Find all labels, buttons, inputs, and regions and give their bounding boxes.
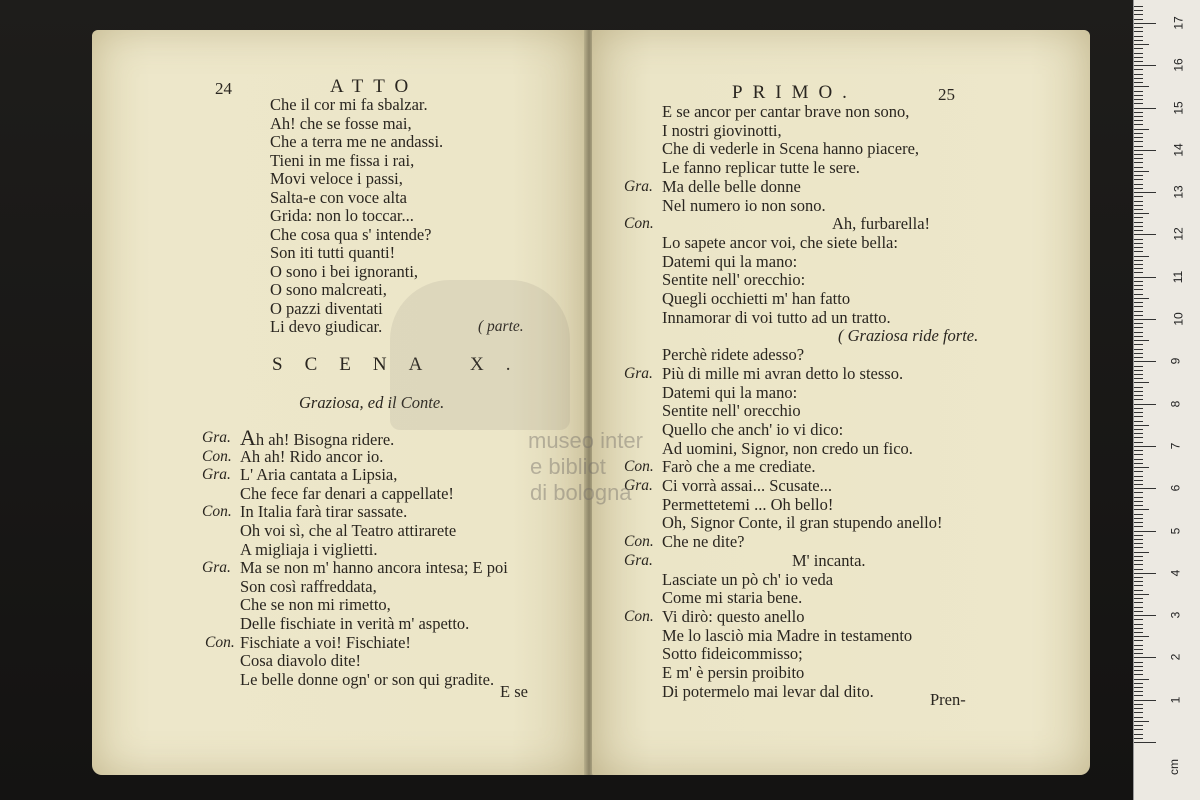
ruler-tick: [1134, 315, 1143, 316]
speaker-label: Con.: [624, 607, 654, 625]
ruler-tick: [1134, 116, 1143, 117]
ruler-tick: [1134, 357, 1143, 358]
ruler-tick: [1134, 302, 1143, 303]
dialogue-line: [240, 485, 454, 503]
ruler-tick: [1134, 234, 1156, 235]
ruler-tick: [1134, 501, 1143, 502]
dialogue-line: [240, 652, 361, 670]
dialogue-line: Datemi qui la mano:: [662, 382, 798, 402]
ruler-tick: [1134, 471, 1143, 472]
dialogue-line: [240, 559, 508, 577]
ruler-tick: [1134, 332, 1143, 333]
verse-line: O pazzi diventati: [270, 298, 383, 318]
ruler-tick: [1134, 691, 1143, 692]
ruler-tick: [1134, 171, 1149, 172]
dialogue-line: Come mi staria bene.: [662, 588, 803, 608]
verse-line: Ah! che se fosse mai,: [270, 113, 412, 133]
watermark-line: museo inter: [528, 428, 643, 453]
ruler-tick: [1134, 196, 1143, 197]
ruler-tick: [1134, 222, 1143, 223]
ruler-tick: [1134, 412, 1143, 413]
ruler-number: 1: [1168, 696, 1183, 704]
ruler-tick: [1134, 611, 1143, 612]
page-number: 24: [215, 79, 232, 98]
ruler-tick: [1134, 564, 1143, 565]
dialogue-line: Più di mille mi avran detto lo stesso.: [662, 363, 904, 383]
speaker-label: Con.: [205, 633, 235, 651]
ruler-tick: [1134, 327, 1143, 328]
dialogue-text: Cosa diavolo dite!: [240, 651, 361, 671]
ruler-tick: [1134, 404, 1156, 405]
ruler-tick: [1134, 31, 1143, 32]
dialogue-line: [240, 634, 411, 652]
ruler-tick: [1134, 99, 1143, 100]
ruler-number: 14: [1171, 143, 1186, 157]
ruler-tick: [1134, 497, 1143, 498]
speaker-label: Gra.: [202, 466, 231, 484]
ruler-tick: [1134, 133, 1143, 134]
ruler-tick: [1134, 632, 1143, 633]
speaker-label: Gra.: [202, 559, 231, 577]
ruler-tick: [1134, 598, 1143, 599]
dialogue-line: [240, 615, 469, 633]
ruler-tick: [1134, 484, 1143, 485]
ruler-tick: [1134, 425, 1149, 426]
ruler-number: 9: [1168, 357, 1183, 365]
ruler-tick: [1134, 264, 1143, 265]
ruler-tick: [1134, 340, 1149, 341]
ruler-tick: [1134, 146, 1143, 147]
ruler-tick: [1134, 184, 1143, 185]
dialogue-line: Innamorar di voi tutto ad un tratto.: [662, 307, 891, 327]
ruler-tick: [1134, 607, 1143, 608]
ruler-tick: [1134, 36, 1143, 37]
dialogue-line: Nel numero io non sono.: [662, 195, 826, 215]
ruler-tick: [1134, 738, 1143, 739]
ruler-tick: [1134, 569, 1143, 570]
ruler-tick: [1134, 742, 1156, 743]
ruler-tick: [1134, 141, 1143, 142]
ruler-number: 7: [1168, 442, 1183, 450]
ruler-tick: [1134, 695, 1143, 696]
dialogue-line: Ci vorrà assai... Scusate...: [662, 476, 833, 495]
ruler-number: 16: [1171, 58, 1186, 72]
ruler-tick: [1134, 594, 1149, 595]
ruler-tick: [1134, 175, 1143, 176]
ruler-tick: [1134, 213, 1149, 214]
ruler-tick: [1134, 539, 1143, 540]
dialogue-line: Permettetemi ... Oh bello!: [662, 494, 834, 514]
drop-letter: A: [240, 425, 256, 450]
ruler-tick: [1134, 687, 1143, 688]
ruler-number: 2: [1168, 654, 1183, 661]
dialogue-text: Ah ah! Rido ancor io.: [240, 446, 384, 466]
verse-line: Movi veloce i passi,: [270, 169, 403, 188]
speaker-label: Gra.: [624, 551, 653, 569]
ruler-tick: [1134, 289, 1143, 290]
speaker-label: Gra.: [624, 364, 653, 382]
dialogue-text: h ah! Bisogna ridere.: [255, 430, 395, 449]
ruler-tick: [1134, 294, 1143, 295]
dialogue-line: Datemi qui la mano:: [662, 251, 798, 271]
ruler-tick: [1134, 683, 1143, 684]
verse-line: Tieni in me fissa i rai,: [270, 150, 415, 170]
ruler-tick: [1134, 230, 1143, 231]
dialogue-text: Delle fischiate in verità m' aspetto.: [240, 614, 470, 633]
ruler-tick: [1134, 53, 1143, 54]
ruler-tick: [1134, 69, 1143, 70]
ruler-tick: [1134, 712, 1143, 713]
ruler-tick: [1134, 535, 1143, 536]
ruler-tick: [1134, 382, 1149, 383]
ruler-tick: [1134, 437, 1143, 438]
ruler-tick: [1134, 421, 1143, 422]
ruler-tick: [1134, 78, 1143, 79]
dialogue-line: Quegli occhietti m' han fatto: [662, 289, 851, 308]
speaker-label: Con.: [624, 215, 654, 233]
ruler-tick: [1134, 256, 1149, 257]
dialogue-line: Perchè ridete adesso?: [662, 345, 805, 365]
dialogue-line: Lo sapete ancor voi, che siete bella:: [662, 232, 898, 252]
verse-line: Che il cor mi fa sbalzar.: [270, 95, 428, 114]
ruler-tick: [1134, 353, 1143, 354]
ruler-tick: [1134, 378, 1143, 379]
ruler-number: 5: [1168, 527, 1183, 534]
ruler-tick: [1134, 27, 1143, 28]
stage-direction: ( parte.: [478, 318, 524, 335]
speaker-label: Con.: [202, 447, 232, 465]
ruler-tick: [1134, 19, 1143, 20]
ruler-tick: [1134, 619, 1143, 620]
ruler-tick: [1134, 192, 1156, 193]
ruler-tick: [1134, 251, 1143, 252]
speaker-label: Gra.: [624, 177, 653, 195]
ruler-tick: [1134, 543, 1143, 544]
ruler-tick: [1134, 717, 1143, 718]
ruler-tick: [1134, 518, 1143, 519]
ruler-tick: [1134, 10, 1143, 11]
ruler-tick: [1134, 454, 1143, 455]
ruler-tick: [1134, 467, 1149, 468]
ruler-tick: [1134, 370, 1143, 371]
ruler-tick: [1134, 387, 1143, 388]
ruler-tick: [1134, 108, 1156, 109]
dialogue-text: Che fece far denari a cappellate!: [240, 483, 454, 503]
ruler-tick: [1134, 531, 1156, 532]
ruler-tick: [1134, 522, 1143, 523]
ruler-tick: [1134, 480, 1143, 481]
dialogue-line: Di potermelo mai levar dal dito.: [662, 681, 874, 701]
page-number: 25: [938, 85, 955, 104]
ruler-tick: [1134, 408, 1143, 409]
ruler-tick: [1134, 162, 1143, 163]
scene-persons: Graziosa, ed il Conte.: [299, 393, 445, 412]
dialogue-line: E m' è persin proibito: [662, 663, 805, 682]
ruler-tick: [1134, 729, 1143, 730]
ruler-tick: [1134, 636, 1149, 637]
ruler-tick: [1134, 277, 1156, 278]
ruler-tick: [1134, 653, 1143, 654]
ruler-tick: [1134, 150, 1156, 151]
ruler-tick: [1134, 391, 1143, 392]
dialogue-text: Oh voi sì, che al Teatro attirarete: [240, 521, 457, 540]
ruler-tick: [1134, 721, 1149, 722]
dialogue-text: Fischiate a voi! Fischiate!: [240, 632, 411, 652]
ruler-tick: [1134, 137, 1143, 138]
ruler-tick: [1134, 556, 1143, 557]
ruler-tick: [1134, 23, 1156, 24]
ruler-tick: [1134, 209, 1143, 210]
dialogue-line: [240, 503, 407, 521]
ruler-tick: [1134, 44, 1149, 45]
ruler-tick: [1134, 86, 1149, 87]
ruler-tick: [1134, 602, 1143, 603]
ruler-tick: [1134, 74, 1143, 75]
ruler-tick: [1134, 657, 1156, 658]
verse-line: Li devo giudicar.: [270, 317, 383, 336]
ruler-tick: [1134, 319, 1156, 320]
scene-heading: SCENA X.: [272, 354, 533, 375]
ruler-unit: cm: [1167, 759, 1181, 775]
verse-line: Son iti tutti quanti!: [270, 243, 396, 262]
speaker-label: Con.: [624, 533, 654, 551]
verse-line: Salta-e con voce alta: [270, 187, 407, 207]
dialogue-line: Vi dirò: questo anello: [662, 606, 805, 626]
ruler-tick: [1134, 323, 1143, 324]
ruler-tick: [1134, 615, 1156, 616]
ruler-number: 3: [1168, 611, 1183, 619]
ruler-tick: [1134, 645, 1143, 646]
dialogue-line: Ah, furbarella!: [832, 214, 931, 234]
dialogue-line: Me lo lasciò mia Madre in testamento: [662, 625, 913, 645]
dialogue-line: [240, 671, 494, 689]
ruler-tick: [1134, 662, 1143, 663]
ruler-tick: [1134, 217, 1143, 218]
ruler-tick: [1134, 285, 1143, 286]
speaker-label: Con.: [202, 503, 232, 521]
ruler-tick: [1134, 476, 1143, 477]
ruler-tick: [1134, 624, 1143, 625]
ruler-tick: [1134, 344, 1143, 345]
ruler-tick: [1134, 306, 1143, 307]
ruler-number: 17: [1171, 16, 1186, 30]
ruler-number: 8: [1168, 400, 1183, 407]
ruler-tick: [1134, 505, 1143, 506]
dialogue-text: A migliaja i viglietti.: [240, 539, 378, 559]
ruler-tick: [1134, 560, 1143, 561]
ruler-number: 12: [1171, 227, 1186, 242]
dialogue-line: Ma delle belle donne: [662, 176, 801, 196]
verse-line: Che cosa qua s' intende?: [270, 224, 432, 244]
ruler-number: 10: [1171, 312, 1186, 326]
ruler-number: 15: [1171, 100, 1186, 115]
ruler-tick: [1134, 670, 1143, 671]
ruler-tick: [1134, 158, 1143, 159]
dialogue-line: E se ancor per cantar brave non sono,: [662, 102, 910, 121]
ruler-tick: [1134, 91, 1143, 92]
running-head: PRIMO.: [732, 82, 857, 103]
ruler-number: 4: [1168, 569, 1183, 577]
dialogue-line: Ad uomini, Signor, non credo un fico.: [662, 438, 913, 458]
ruler-tick: [1134, 725, 1143, 726]
ruler-tick: [1134, 395, 1143, 396]
ruler-tick: [1134, 103, 1143, 104]
ruler-tick: [1134, 514, 1143, 515]
ruler-tick: [1134, 416, 1143, 417]
ruler-tick: [1134, 666, 1143, 667]
ruler-tick: [1134, 734, 1143, 735]
catchword: Pren-: [930, 690, 966, 709]
dialogue-line: [240, 541, 378, 559]
ruler-tick: [1134, 366, 1143, 367]
ruler-tick: [1134, 239, 1143, 240]
ruler-tick: [1134, 298, 1149, 299]
verse-line: O sono malcreati,: [270, 280, 387, 299]
ruler-tick: [1134, 124, 1143, 125]
dialogue-line: Che di vederle in Scena hanno piacere,: [662, 139, 920, 159]
ruler-tick: [1134, 526, 1143, 527]
ruler-tick: [1134, 243, 1143, 244]
ruler-tick: [1134, 281, 1143, 282]
ruler-tick: [1134, 129, 1149, 130]
measuring-ruler: [1133, 0, 1200, 800]
watermark-logo: [390, 280, 570, 430]
ruler-tick: [1134, 674, 1143, 675]
ruler-tick: [1134, 361, 1156, 362]
ruler-tick: [1134, 205, 1143, 206]
ruler-tick: [1134, 120, 1143, 121]
ruler-tick: [1134, 590, 1143, 591]
ruler-tick: [1134, 268, 1143, 269]
dialogue-line: Sentite nell' orecchio:: [662, 270, 806, 290]
dialogue-line: Sotto fideicommisso;: [662, 644, 803, 664]
ruler-tick: [1134, 628, 1143, 629]
ruler-tick: [1134, 708, 1143, 709]
dialogue-line: [240, 448, 383, 466]
dialogue-text: In Italia farà tirar sassate.: [240, 502, 408, 522]
ruler-tick: [1134, 649, 1143, 650]
ruler-tick: [1134, 509, 1149, 510]
ruler-tick: [1134, 260, 1143, 261]
ruler-tick: [1134, 40, 1143, 41]
ruler-tick: [1134, 581, 1143, 582]
ruler-tick: [1134, 272, 1143, 273]
ruler-tick: [1134, 488, 1156, 489]
dialogue-line: [240, 522, 456, 540]
dialogue-line: [240, 466, 397, 484]
watermark-line: e bibliot: [530, 454, 606, 479]
ruler-tick: [1134, 95, 1143, 96]
watermark-text: [528, 428, 643, 506]
verse-line: O sono i bei ignoranti,: [270, 261, 419, 281]
ruler-tick: [1134, 65, 1156, 66]
ruler-tick: [1134, 640, 1143, 641]
dialogue-line: Oh, Signor Conte, il gran stupendo anello!: [662, 513, 943, 533]
ruler-tick: [1134, 374, 1143, 375]
right-page: [592, 30, 1090, 775]
ruler-tick: [1134, 463, 1143, 464]
ruler-tick: [1134, 6, 1143, 7]
ruler-tick: [1134, 154, 1143, 155]
ruler-tick: [1134, 112, 1143, 113]
ruler-tick: [1134, 82, 1143, 83]
ruler-tick: [1134, 48, 1143, 49]
ruler-tick: [1134, 446, 1156, 447]
dialogue-text: Che se non mi rimetto,: [240, 595, 391, 615]
catchword: E se: [500, 682, 528, 701]
ruler-tick: [1134, 167, 1143, 168]
ruler-tick: [1134, 429, 1143, 430]
ruler-tick: [1134, 492, 1143, 493]
dialogue-line: M' incanta.: [792, 550, 866, 570]
ruler-tick: [1134, 547, 1143, 548]
ruler-number: 11: [1171, 270, 1186, 283]
ruler-tick: [1134, 57, 1143, 58]
dialogue-line: ( Graziosa ride forte.: [838, 326, 979, 346]
dialogue-text: Ma se non m' hanno ancora intesa; E poi: [240, 558, 508, 578]
speaker-label: Con.: [624, 458, 654, 476]
ruler-tick: [1134, 61, 1143, 62]
dialogue-text: Son così raffreddata,: [240, 576, 377, 596]
dialogue-line: Lasciate un pò ch' io veda: [662, 569, 834, 589]
dialogue-line: Farò che a me crediate.: [662, 457, 816, 477]
dialogue-text: L' Aria cantata a Lipsia,: [240, 465, 398, 485]
ruler-tick: [1134, 577, 1143, 578]
ruler-tick: [1134, 450, 1143, 451]
ruler-tick: [1134, 700, 1156, 701]
ruler-tick: [1134, 247, 1143, 248]
ruler-tick: [1134, 433, 1143, 434]
dialogue-line: Sentite nell' orecchio: [662, 401, 801, 421]
verse-line: Che a terra me ne andassi.: [270, 132, 444, 151]
dialogue-line: [240, 578, 377, 596]
ruler-tick: [1134, 552, 1149, 553]
ruler-number: 6: [1168, 484, 1183, 492]
dialogue-line: Che ne dite?: [662, 532, 745, 552]
ruler-tick: [1134, 704, 1143, 705]
ruler-tick: [1134, 679, 1149, 680]
dialogue-line: Quello che anch' io vi dico:: [662, 419, 844, 439]
dialogue-line: [240, 596, 391, 614]
ruler-tick: [1134, 442, 1143, 443]
ruler-tick: [1134, 399, 1143, 400]
speaker-label: Gra.: [624, 477, 653, 494]
ruler-tick: [1134, 201, 1143, 202]
running-head: ATTO: [330, 76, 419, 97]
ruler-tick: [1134, 14, 1143, 15]
verse-line: Grida: non lo toccar...: [270, 206, 414, 225]
ruler-tick: [1134, 179, 1143, 180]
ruler-tick: [1134, 573, 1156, 574]
watermark-line: di bologna: [530, 480, 632, 505]
ruler-tick: [1134, 336, 1143, 337]
ruler-tick: [1134, 459, 1143, 460]
ruler-tick: [1134, 349, 1143, 350]
speaker-label: Gra.: [202, 429, 231, 446]
ruler-tick: [1134, 585, 1143, 586]
dialogue-text: Le belle donne ogn' or son qui gradite.: [240, 669, 495, 689]
dialogue-line: Le fanno replicar tutte le sere.: [662, 158, 860, 178]
ruler-tick: [1134, 311, 1143, 312]
ruler-tick: [1134, 188, 1143, 189]
ruler-number: 13: [1171, 185, 1186, 199]
ruler-tick: [1134, 226, 1143, 227]
dialogue-line: I nostri giovinotti,: [662, 120, 782, 140]
